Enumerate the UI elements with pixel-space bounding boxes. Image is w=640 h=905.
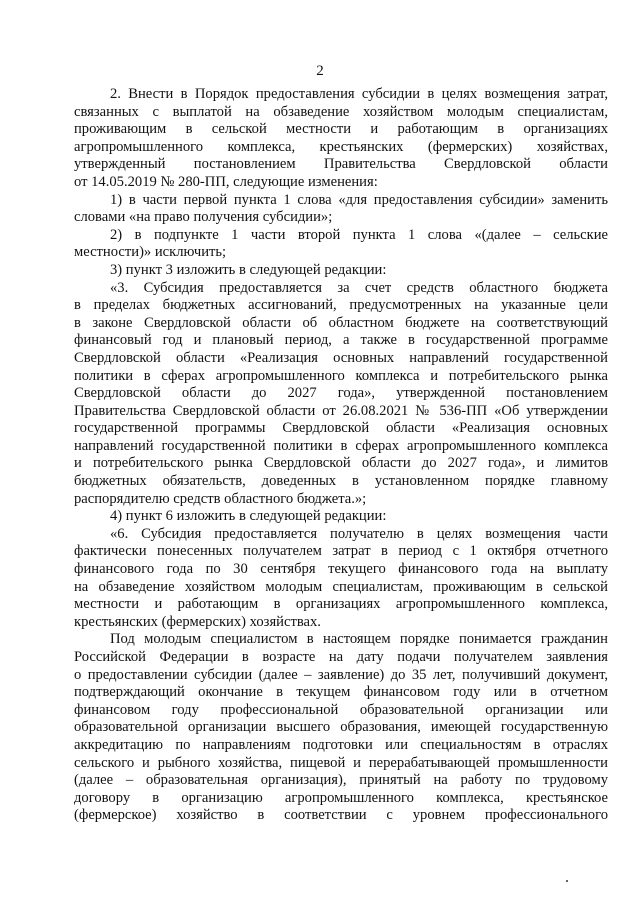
page-number: 2 — [316, 63, 324, 79]
text-line: в пределах бюджетных ассигнований, предусмотренных на указанные цели — [74, 297, 608, 314]
text-line: на обзаведение хозяйством молодым специалистам, проживающим в сельской — [74, 578, 608, 595]
text-line: государственной программы Свердловской области «Реализация основных — [74, 420, 608, 437]
text-line: финансовом году профессиональной образовательной организации или — [74, 701, 608, 718]
text-line: распорядителю средств областного бюджета.»; — [74, 490, 367, 507]
text-line: о предоставлении субсидии (далее – заявление) до 35 лет, получивший документ, — [74, 666, 608, 683]
text-line: (далее – образовательная организация), принятый на работу по трудовому — [74, 772, 608, 789]
text-line: агропромышленного комплекса, крестьянских (фермерских) хозяйствах, — [74, 138, 608, 155]
text-line: «6. Субсидия предоставляется получателю в целях возмещения части — [110, 525, 608, 542]
text-line: связанных с выплатой на обзаведение хозяйством молодым специалистам, — [74, 103, 608, 120]
text-line: Свердловской области «Реализация основных направлений государственной — [74, 349, 608, 366]
scan-speck — [566, 880, 568, 882]
text-line: образовательной организации высшего образования, имеющей государственную — [74, 719, 608, 736]
text-line: и потребительского рынка Свердловской области до 2027 года», и лимитов — [74, 455, 608, 472]
text-line: 2) в подпункте 1 части второй пункта 1 слова «(далее – сельские — [110, 226, 608, 243]
text-line: Свердловской области до 2027 года», утвержденной постановлением — [74, 385, 608, 402]
text-line: договору в организацию агропромышленного комплекса, крестьянское — [74, 789, 608, 806]
text-line: местности)» исключить; — [74, 244, 227, 261]
text-line: 3) пункт 3 изложить в следующей редакции: — [110, 261, 387, 278]
text-line: направлений государственной политики в сферах агропромышленного комплекса — [74, 437, 608, 454]
text-line: фактически понесенных получателем затрат в период с 1 октября отчетного — [74, 543, 608, 560]
text-line: финансовый год и плановый период, а также в государственной программе — [74, 332, 608, 349]
document-body — [74, 86, 608, 825]
text-line: Российской Федерации в возрасте на дату подачи получателем заявления — [74, 649, 608, 665]
text-line: 2. Внести в Порядок предоставления субсидии в целях возмещения затрат, — [110, 86, 608, 102]
text-line: проживающим в сельской местности и работающим в организациях — [74, 121, 608, 138]
text-line: подтверждающий окончание в текущем финансовом году или в отчетном — [74, 684, 608, 701]
text-line: от 14.05.2019 № 280-ПП, следующие изменения: — [74, 173, 378, 190]
text-line: местности и работающим в организациях агропромышленного комплекса, — [74, 596, 608, 613]
text-line: Правительства Свердловской области от 26.08.2021 № 536-ПП «Об утверждении — [74, 402, 608, 419]
text-line: 4) пункт 6 изложить в следующей редакции: — [110, 508, 387, 525]
text-line: сельского и рыбного хозяйства, пищевой и перерабатывающей промышленности — [74, 754, 608, 771]
text-line: аккредитацию по направлениям подготовки или специальностям в отраслях — [74, 736, 608, 753]
text-line: «3. Субсидия предоставляется за счет средств областного бюджета — [110, 279, 608, 296]
text-line: бюджетных обязательств, доведенных в установленном порядке главному — [74, 473, 608, 490]
text-line: Под молодым специалистом в настоящем порядке понимается гражданин — [110, 631, 608, 648]
text-line: в законе Свердловской области об областном бюджете на соответствующий — [74, 314, 608, 331]
text-line: словами «на право получения субсидии»; — [74, 209, 333, 226]
text-line: финансового года по 30 сентября текущего финансового года на выплату — [74, 561, 608, 578]
text-line: политики в сферах агропромышленного комплекса и потребительского рынка — [74, 367, 608, 384]
text-line: крестьянских (фермерских) хозяйствах. — [74, 613, 321, 630]
text-line: (фермерское) хозяйство в соответствии с уровнем профессионального — [74, 807, 608, 824]
text-line: 1) в части первой пункта 1 слова «для предоставления субсидии» заменить — [110, 191, 608, 208]
text-line: утвержденный постановлением Правительства Свердловской области — [74, 156, 608, 173]
